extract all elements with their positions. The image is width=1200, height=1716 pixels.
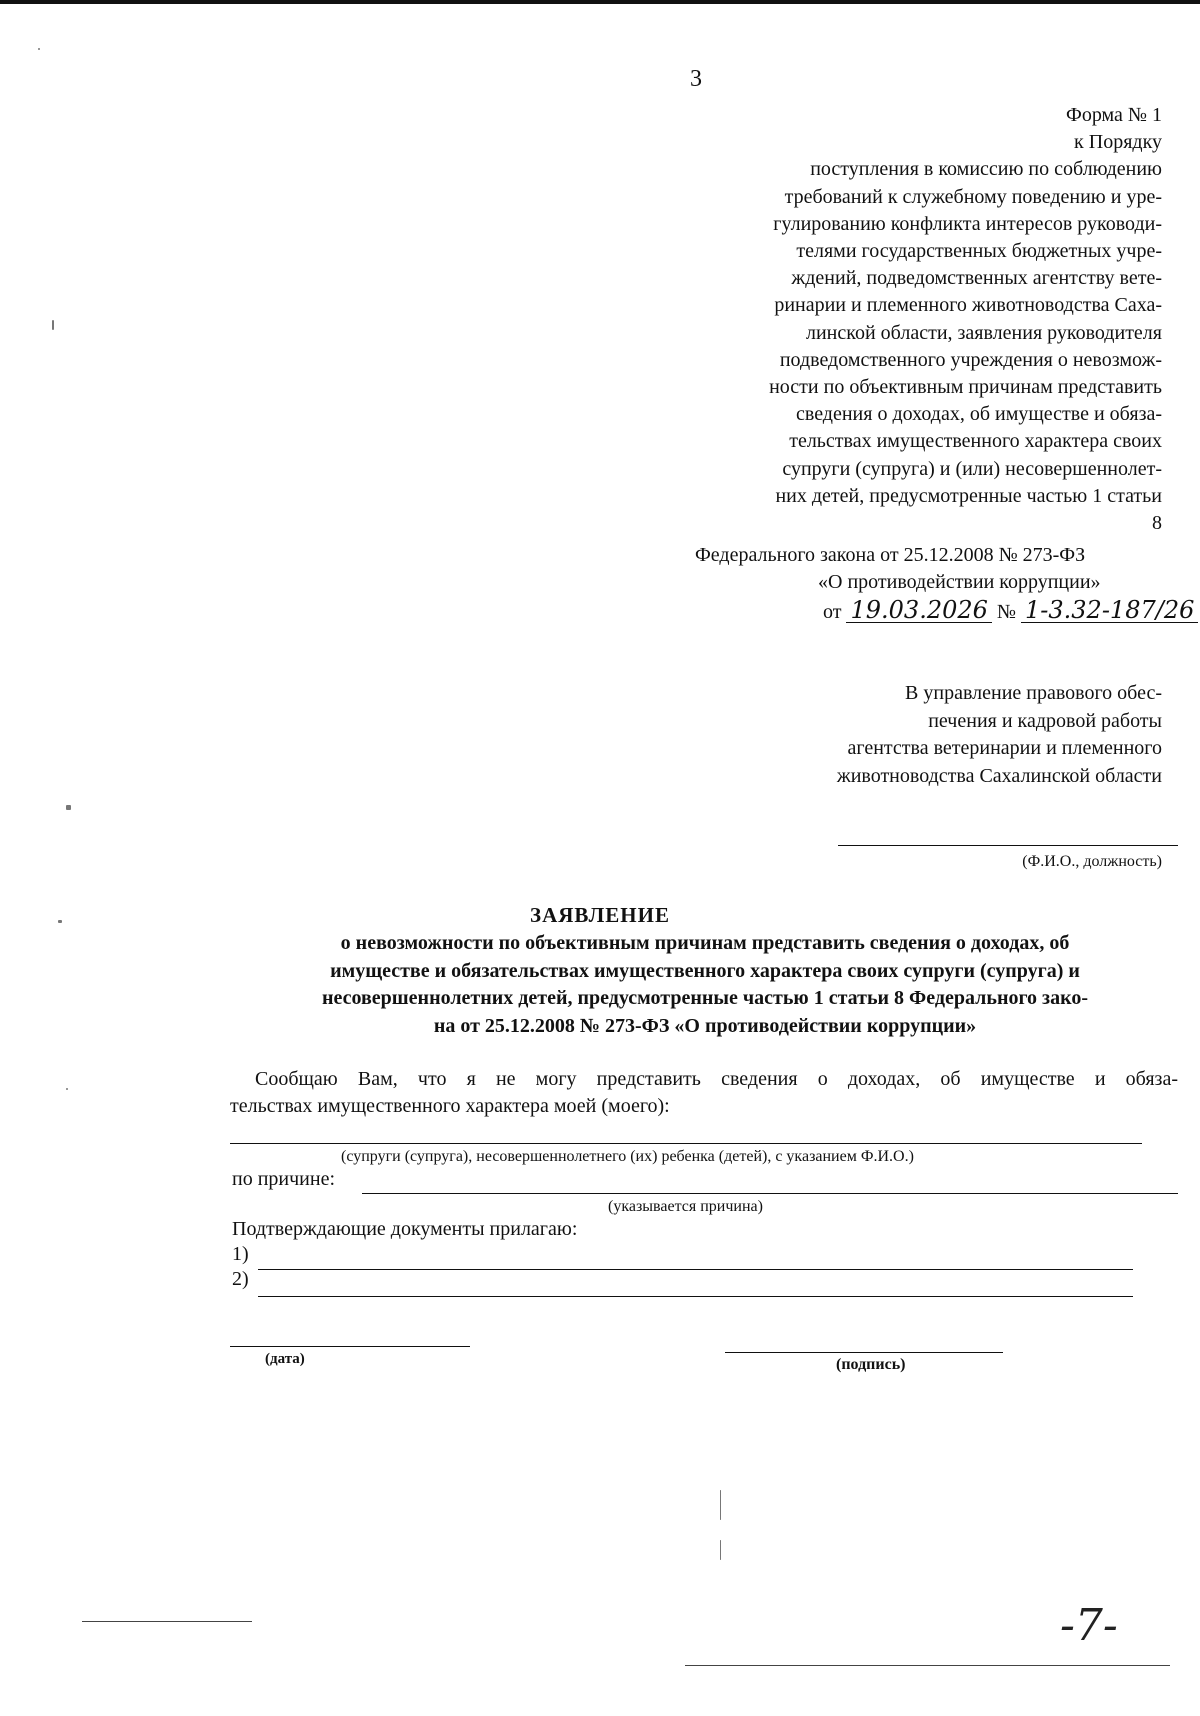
spouse-caption: (супруги (супруга), несовершеннолетнего (их) ребенка (детей), с указанием Ф.И.О.) [341, 1148, 914, 1165]
addressee-line: В управление правового обес- [905, 682, 1162, 704]
registration-line [823, 598, 1198, 624]
form-header-line: подведомственного учреждения о невозмож- [779, 348, 1162, 371]
body-line: Сообщаю Вам, что я не могу представить сведения о доходах, об имуществе и обяза- [255, 1068, 1178, 1090]
form-header-line: телями государственных бюджетных учре- [796, 240, 1162, 263]
subtitle-line: на от 25.12.2008 № 273-ФЗ «О противодействии коррупции» [433, 1014, 977, 1037]
addressee-line: животноводства Сахалинской области [836, 764, 1162, 787]
document-2-label: 2) [232, 1268, 249, 1290]
form-header-line: линской области, заявления руководителя [806, 321, 1162, 344]
reason-caption: (указывается причина) [608, 1198, 763, 1215]
scan-speck [720, 1490, 721, 1520]
scan-speck [52, 320, 54, 330]
addressee-line: агентства ветеринарии и племенного [847, 737, 1162, 759]
handwritten-number: 1-3.32-187/26 [1021, 598, 1198, 623]
scan-speck [66, 1088, 68, 1090]
addressee-line: печения и кадровой работы [928, 709, 1162, 732]
fio-caption: (Ф.И.О., должность) [1022, 853, 1162, 870]
subtitle-line: несовершеннолетних детей, предусмотренные частью 1 статьи 8 Федерального зако- [321, 987, 1089, 1009]
statement-subtitle [225, 930, 1185, 1040]
form-header-line: к Порядку [1074, 131, 1162, 154]
signature-field-line[interactable] [725, 1352, 1003, 1353]
fio-field-line[interactable] [838, 845, 1178, 846]
date-caption: (дата) [265, 1351, 305, 1367]
scan-speck [720, 1540, 721, 1560]
form-header-line: сведения о доходах, об имуществе и обяза- [795, 403, 1162, 426]
form-header-line: 8 [1152, 512, 1162, 535]
handwritten-page-mark: -7- [1060, 1600, 1118, 1651]
scan-artifact-line [82, 1621, 252, 1622]
number-label: № [996, 601, 1016, 623]
reason-label: по причине: [232, 1168, 336, 1190]
statement-body [230, 1066, 1178, 1120]
statement-title: ЗАЯВЛЕНИЕ [530, 903, 670, 927]
signature-caption: (подпись) [836, 1356, 906, 1373]
documents-label: Подтверждающие документы прилагаю: [232, 1218, 578, 1240]
form-header-line: них детей, предусмотренные частью 1 статьи [775, 484, 1162, 507]
form-header-block [682, 102, 1162, 537]
addressee-block [742, 680, 1162, 790]
handwritten-date: 19.03.2026 [846, 598, 991, 623]
subtitle-line: имуществе и обязательствах имущественного характера своих супруги (супруга) и [330, 959, 1080, 982]
document-1-field-line[interactable] [258, 1269, 1133, 1270]
form-header-line: ждений, подведомственных агентству вете- [791, 267, 1162, 290]
law-reference: Федерального закона от 25.12.2008 № 273-ФЗ [695, 544, 1086, 566]
form-header-line: требований к служебному поведению и уре- [784, 185, 1162, 208]
form-header-line: поступления в комиссию по соблюдению [810, 158, 1162, 181]
date-label: от [823, 601, 842, 623]
scan-speck [66, 805, 71, 810]
reason-field-line[interactable] [362, 1193, 1178, 1194]
date-field-line[interactable] [230, 1346, 470, 1347]
subtitle-line: о невозможности по объективным причинам представить сведения о доходах, об [340, 932, 1070, 954]
form-header-line: Форма № 1 [1066, 104, 1162, 126]
body-line: тельствах имущественного характера моей (моего): [230, 1095, 670, 1117]
page-number: 3 [690, 66, 702, 92]
form-header-line: тельствах имущественного характера своих [789, 430, 1162, 453]
scan-top-edge [0, 0, 1200, 4]
form-header-line: гулированию конфликта интересов руководи- [773, 212, 1162, 235]
document-1-label: 1) [232, 1243, 249, 1265]
document-2-field-line[interactable] [258, 1296, 1133, 1297]
scan-speck [58, 920, 62, 923]
law-title: «О противодействии коррупции» [818, 571, 1101, 593]
form-header-line: супруги (супруга) и (или) несовершеннолет- [782, 457, 1162, 480]
scan-speck [38, 48, 40, 50]
spouse-field-line[interactable] [230, 1143, 1142, 1144]
form-header-line: ности по объективным причинам представить [769, 376, 1162, 399]
form-header-line: ринарии и племенного животноводства Саха- [774, 294, 1162, 317]
scan-artifact-line [685, 1665, 1170, 1666]
